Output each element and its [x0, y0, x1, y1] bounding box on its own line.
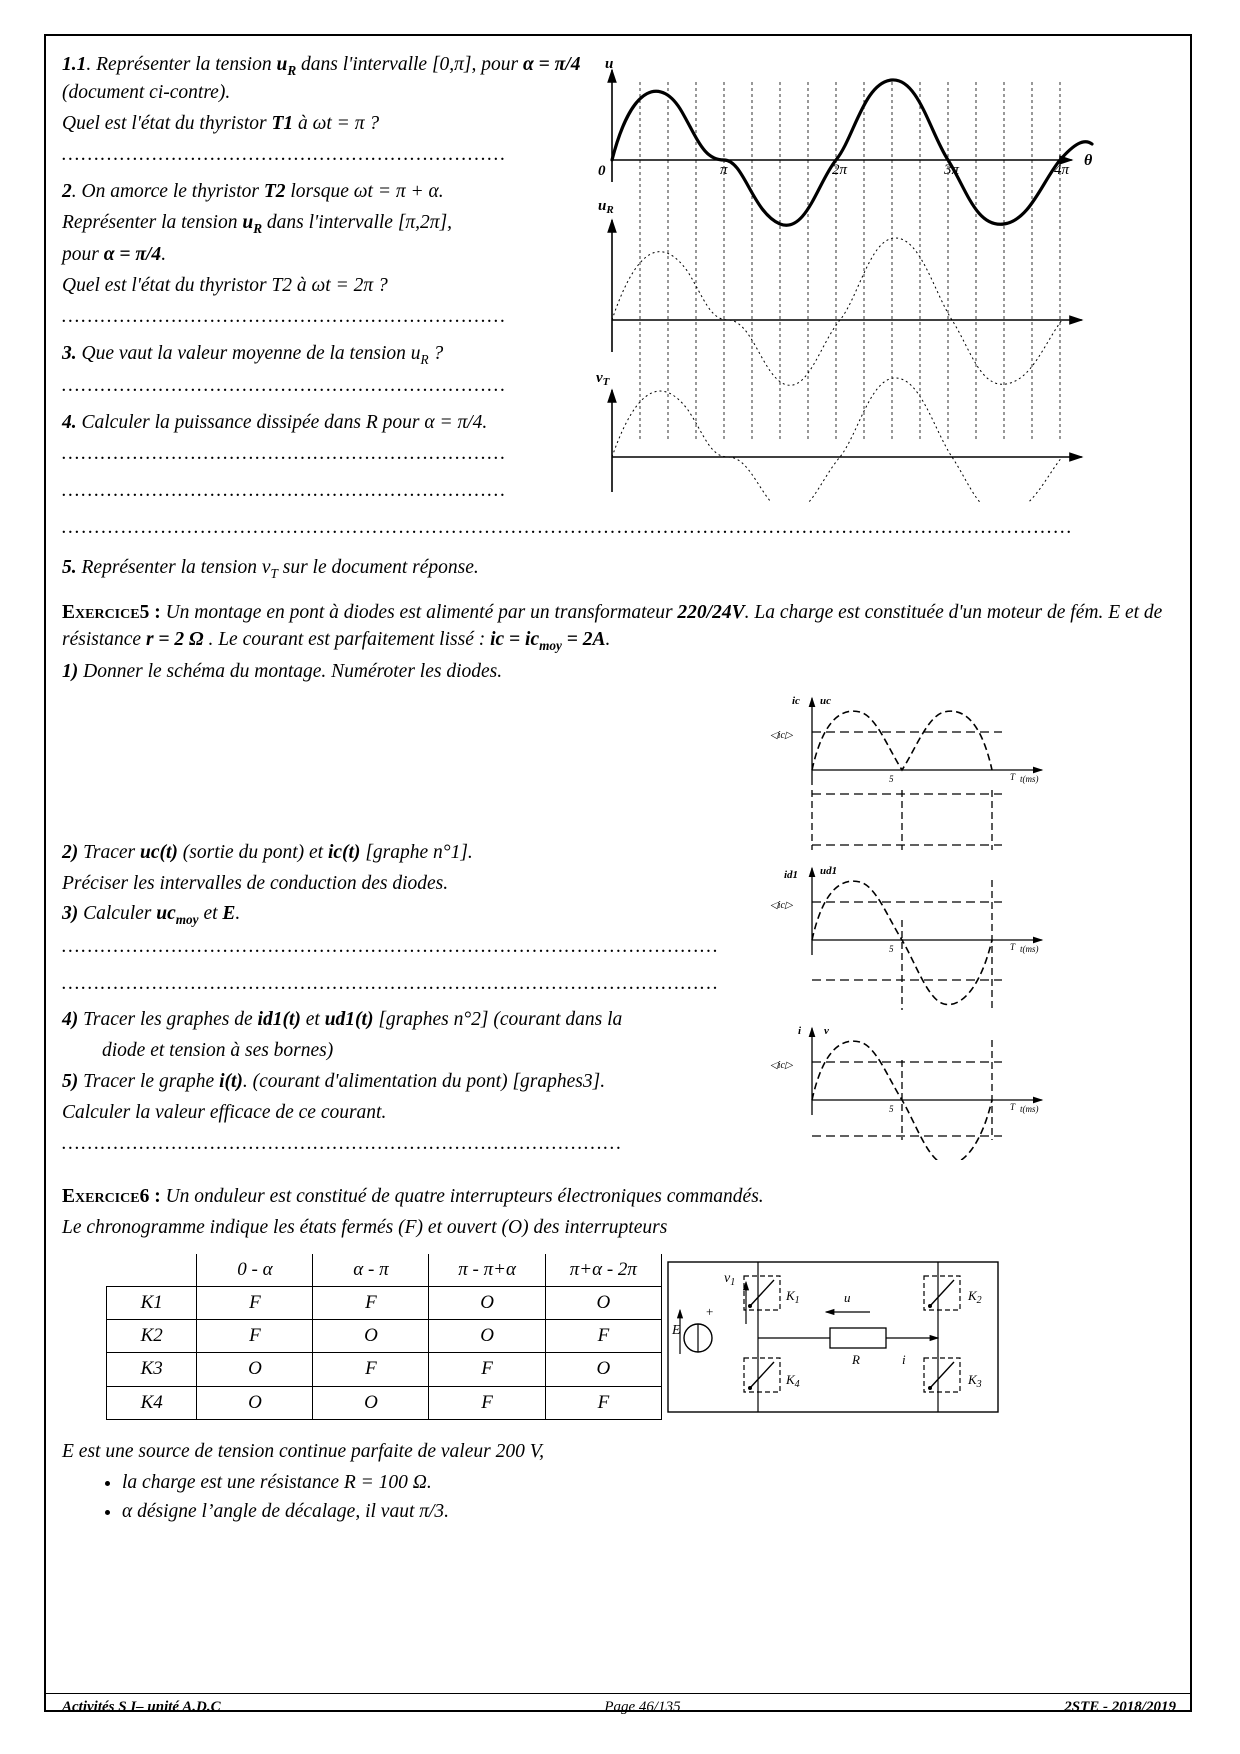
svg-text:ic: ic [792, 694, 800, 707]
answer-line-2: …………………………………………………………… [62, 305, 507, 327]
cell-k1-c1: F [197, 1287, 313, 1320]
graph-i-v [770, 1025, 1042, 1160]
question-1-1b: Quel est l'état du thyristor T1 à ωt = π ? [62, 113, 380, 135]
table-row [107, 1320, 662, 1353]
footer-right: 2STE - 2018/2019 [1064, 1699, 1176, 1715]
top-questions [62, 52, 582, 515]
svg-text:T: T [1010, 941, 1016, 952]
svg-text:T: T [1010, 1101, 1016, 1112]
exercise6-body [62, 1254, 1176, 1433]
exercise5-questions [62, 690, 752, 1168]
switch-K4 [744, 1358, 800, 1392]
tick-2pi: 2π [832, 162, 848, 178]
footer-rule [46, 1693, 1190, 1694]
table-header-col3: π - π+α [429, 1254, 545, 1287]
source-label-E: E [672, 1322, 681, 1338]
bullet-alpha: • α désigne l’angle de décalage, il vaut π/3. [122, 1499, 1176, 1526]
graph-uc-ic [770, 695, 1042, 850]
cell-k2-c2: O [313, 1320, 429, 1353]
cell-k4-c1: O [197, 1386, 313, 1419]
svg-text:◁ic▷: ◁ic▷ [770, 1059, 793, 1071]
row-label-k2: K2 [107, 1320, 197, 1353]
question-2a: 2. On amorce le thyristor T2 lorsque ωt = π + α. [62, 180, 444, 202]
svg-text:ud1: ud1 [820, 864, 838, 877]
exercise6-label: Exercice6 : [62, 1185, 161, 1207]
axis-label-vT: $v_T$ [596, 370, 610, 388]
exercise5-q1: 1) Donner le schéma du montage. Numéroter les diodes. [62, 660, 503, 682]
label-R: R [852, 1351, 860, 1367]
row-label-k3: K3 [107, 1353, 197, 1386]
svg-text:◁ic▷: ◁ic▷ [770, 729, 793, 741]
cell-k4-c3: F [429, 1386, 545, 1419]
table-header-blank [107, 1254, 197, 1287]
exercise5-q4a: 4) Tracer les graphes de id1(t) et ud1(t) [graphes n°2] (courant dans la [62, 1009, 623, 1031]
tick-pi: π [720, 162, 728, 178]
table-header-col4: π+α - 2π [545, 1254, 661, 1287]
exercise5-q5b: Calculer la valeur efficace de ce courant. [62, 1102, 387, 1124]
cell-k4-c2: O [313, 1386, 429, 1419]
cell-k2-c3: O [429, 1320, 545, 1353]
question-5: 5. Représenter la tension $v_T$ sur le document réponse. [62, 557, 479, 582]
top-section [62, 52, 1176, 515]
cell-k3-c1: O [197, 1353, 313, 1386]
exercise5-q3: 3) Calculer $uc_{moy}$ et E. [62, 903, 241, 928]
page-footer [62, 1699, 1176, 1716]
question-2b2: pour α = π/4. [62, 244, 167, 265]
question-2c: Quel est l'état du thyristor T2 à ωt = 2π ? [62, 274, 388, 296]
table-row [107, 1386, 662, 1419]
bullet-charge: • la charge est une résistance R = 100 Ω. [122, 1470, 1176, 1497]
exercise5-answer-2: ………………………………………………………………………………………… [62, 972, 720, 994]
switch-K2 [924, 1276, 982, 1310]
svg-text:v: v [824, 1024, 829, 1037]
row-label-k1: K1 [107, 1287, 197, 1320]
exercise5-answer-3: …………………………………………………………………………… [62, 1133, 623, 1155]
chrono-table [106, 1254, 662, 1420]
answer-line-4: …………………………………………………………… [62, 442, 507, 464]
page-content [62, 52, 1176, 1527]
axis-label-u: u [605, 56, 614, 72]
table-row [107, 1287, 662, 1320]
cell-k1-c3: O [429, 1287, 545, 1320]
question-2b: Représenter la tension $u_R$ dans l'intervalle [π,2π], [62, 211, 453, 236]
table-row [107, 1353, 662, 1386]
graph-id1-ud1 [770, 865, 1042, 1010]
answer-line-5: …………………………………………………………… [62, 479, 507, 501]
exercise5-heading: Exercice5 : Un montage en pont à diodes est alimenté par un transformateur 220/24V. La charge est constituée d'un moteur de fém. E et de résistance r = 2 Ω . Le courant est parfaitement lissé : ic = $ic_{moy} = 2A$. [62, 601, 1163, 653]
cell-k1-c4: O [545, 1287, 661, 1320]
cell-k3-c3: F [429, 1353, 545, 1386]
svg-text:t(ms): t(ms) [1020, 1103, 1039, 1114]
switch-K1 [744, 1276, 800, 1310]
svg-text:5: 5 [889, 1103, 894, 1114]
top-graph-panel [592, 52, 1112, 515]
answer-line-1: …………………………………………………………… [62, 144, 507, 165]
answer-line-6: ……………………………………………………………………………………………………………………………………… [62, 516, 1074, 538]
exercise6-intro2: Le chronogramme indique les états fermés (F) et ouvert (O) des interrupteurs [62, 1216, 668, 1238]
cell-k3-c4: O [545, 1353, 661, 1386]
top-waveform-graph [592, 52, 1112, 502]
footer-page-number: Page 46/135 [604, 1699, 681, 1715]
cell-k2-c4: F [545, 1320, 661, 1353]
answer-line-3: …………………………………………………………… [62, 374, 507, 396]
exercise5-body [62, 690, 1176, 1168]
svg-text:5: 5 [889, 773, 894, 784]
exercise5-q2b: Préciser les intervalles de conduction des diodes. [62, 872, 449, 894]
exercise6-heading [62, 1184, 1176, 1211]
label-K2: $K_2$ [968, 1287, 982, 1306]
svg-text:i: i [798, 1024, 802, 1037]
exercise5-graph-panel [752, 690, 1082, 1168]
chrono-table-wrap [62, 1254, 662, 1420]
label-u: u [844, 1289, 851, 1305]
table-header-col2: α - π [313, 1254, 429, 1287]
v1-label: $v_1$ [724, 1270, 736, 1288]
label-K4: $K_4$ [786, 1371, 800, 1390]
svg-text:t(ms): t(ms) [1020, 943, 1039, 954]
exercise5-q2a: 2) Tracer uc(t) (sortie du pont) et ic(t) [graphe n°1]. [62, 841, 473, 863]
axis-label-uR: $u_R$ [598, 198, 614, 216]
cell-k4-c4: F [545, 1386, 661, 1419]
exercise6-note: E est une source de tension continue parfaite de valeur 200 V, [62, 1440, 544, 1462]
tick-3pi: 3π [944, 162, 960, 178]
cell-k3-c2: F [313, 1353, 429, 1386]
footer-left: Activités S I– unité A.D.C [62, 1699, 221, 1715]
plus-sign: + [706, 1303, 714, 1319]
svg-text:t(ms): t(ms) [1020, 773, 1039, 784]
label-K3: $K_3$ [968, 1371, 982, 1390]
inverter-circuit-panel [662, 1254, 1092, 1433]
row-label-k4: K4 [107, 1386, 197, 1419]
switch-K3 [924, 1358, 982, 1392]
cell-k2-c1: F [197, 1320, 313, 1353]
exercise6-bullets [62, 1470, 1176, 1526]
exercise5-q4b: diode et tension à ses bornes) [102, 1040, 334, 1062]
question-3: 3. Que vaut la valeur moyenne de la tension $u_R$ ? [62, 342, 444, 367]
svg-text:T: T [1010, 771, 1016, 782]
origin-label: 0 [598, 163, 606, 179]
exercise5-answer-1: ………………………………………………………………………………………… [62, 935, 720, 957]
axis-label-theta: θ [1084, 152, 1093, 169]
tick-4pi: 4π [1054, 162, 1070, 178]
svg-text:uc: uc [820, 694, 831, 707]
question-1-1: 1.1. Représenter la tension $u_R$ dans l'intervalle [0,π], pour α = π/4 (document ci-contre). [62, 54, 581, 104]
label-i: i [902, 1351, 906, 1367]
exercise5-q5a: 5) Tracer le graphe i(t). (courant d'alimentation du pont) [graphes3]. [62, 1071, 606, 1093]
exercise6-intro: Un onduleur est constitué de quatre interrupteurs électroniques commandés. [165, 1185, 764, 1207]
inverter-circuit-diagram [662, 1254, 1062, 1424]
table-header-row [107, 1254, 662, 1287]
table-header-col1: 0 - α [197, 1254, 313, 1287]
svg-text:◁ic▷: ◁ic▷ [770, 899, 793, 911]
question-4: 4. Calculer la puissance dissipée dans R pour α = π/4. [62, 411, 488, 433]
cell-k1-c2: F [313, 1287, 429, 1320]
svg-text:5: 5 [889, 943, 894, 954]
exercise5-waveform-graphs [752, 690, 1082, 1160]
label-K1: $K_1$ [786, 1287, 800, 1306]
svg-text:id1: id1 [784, 868, 799, 881]
exercise5-label: Exercice5 : [62, 601, 161, 623]
